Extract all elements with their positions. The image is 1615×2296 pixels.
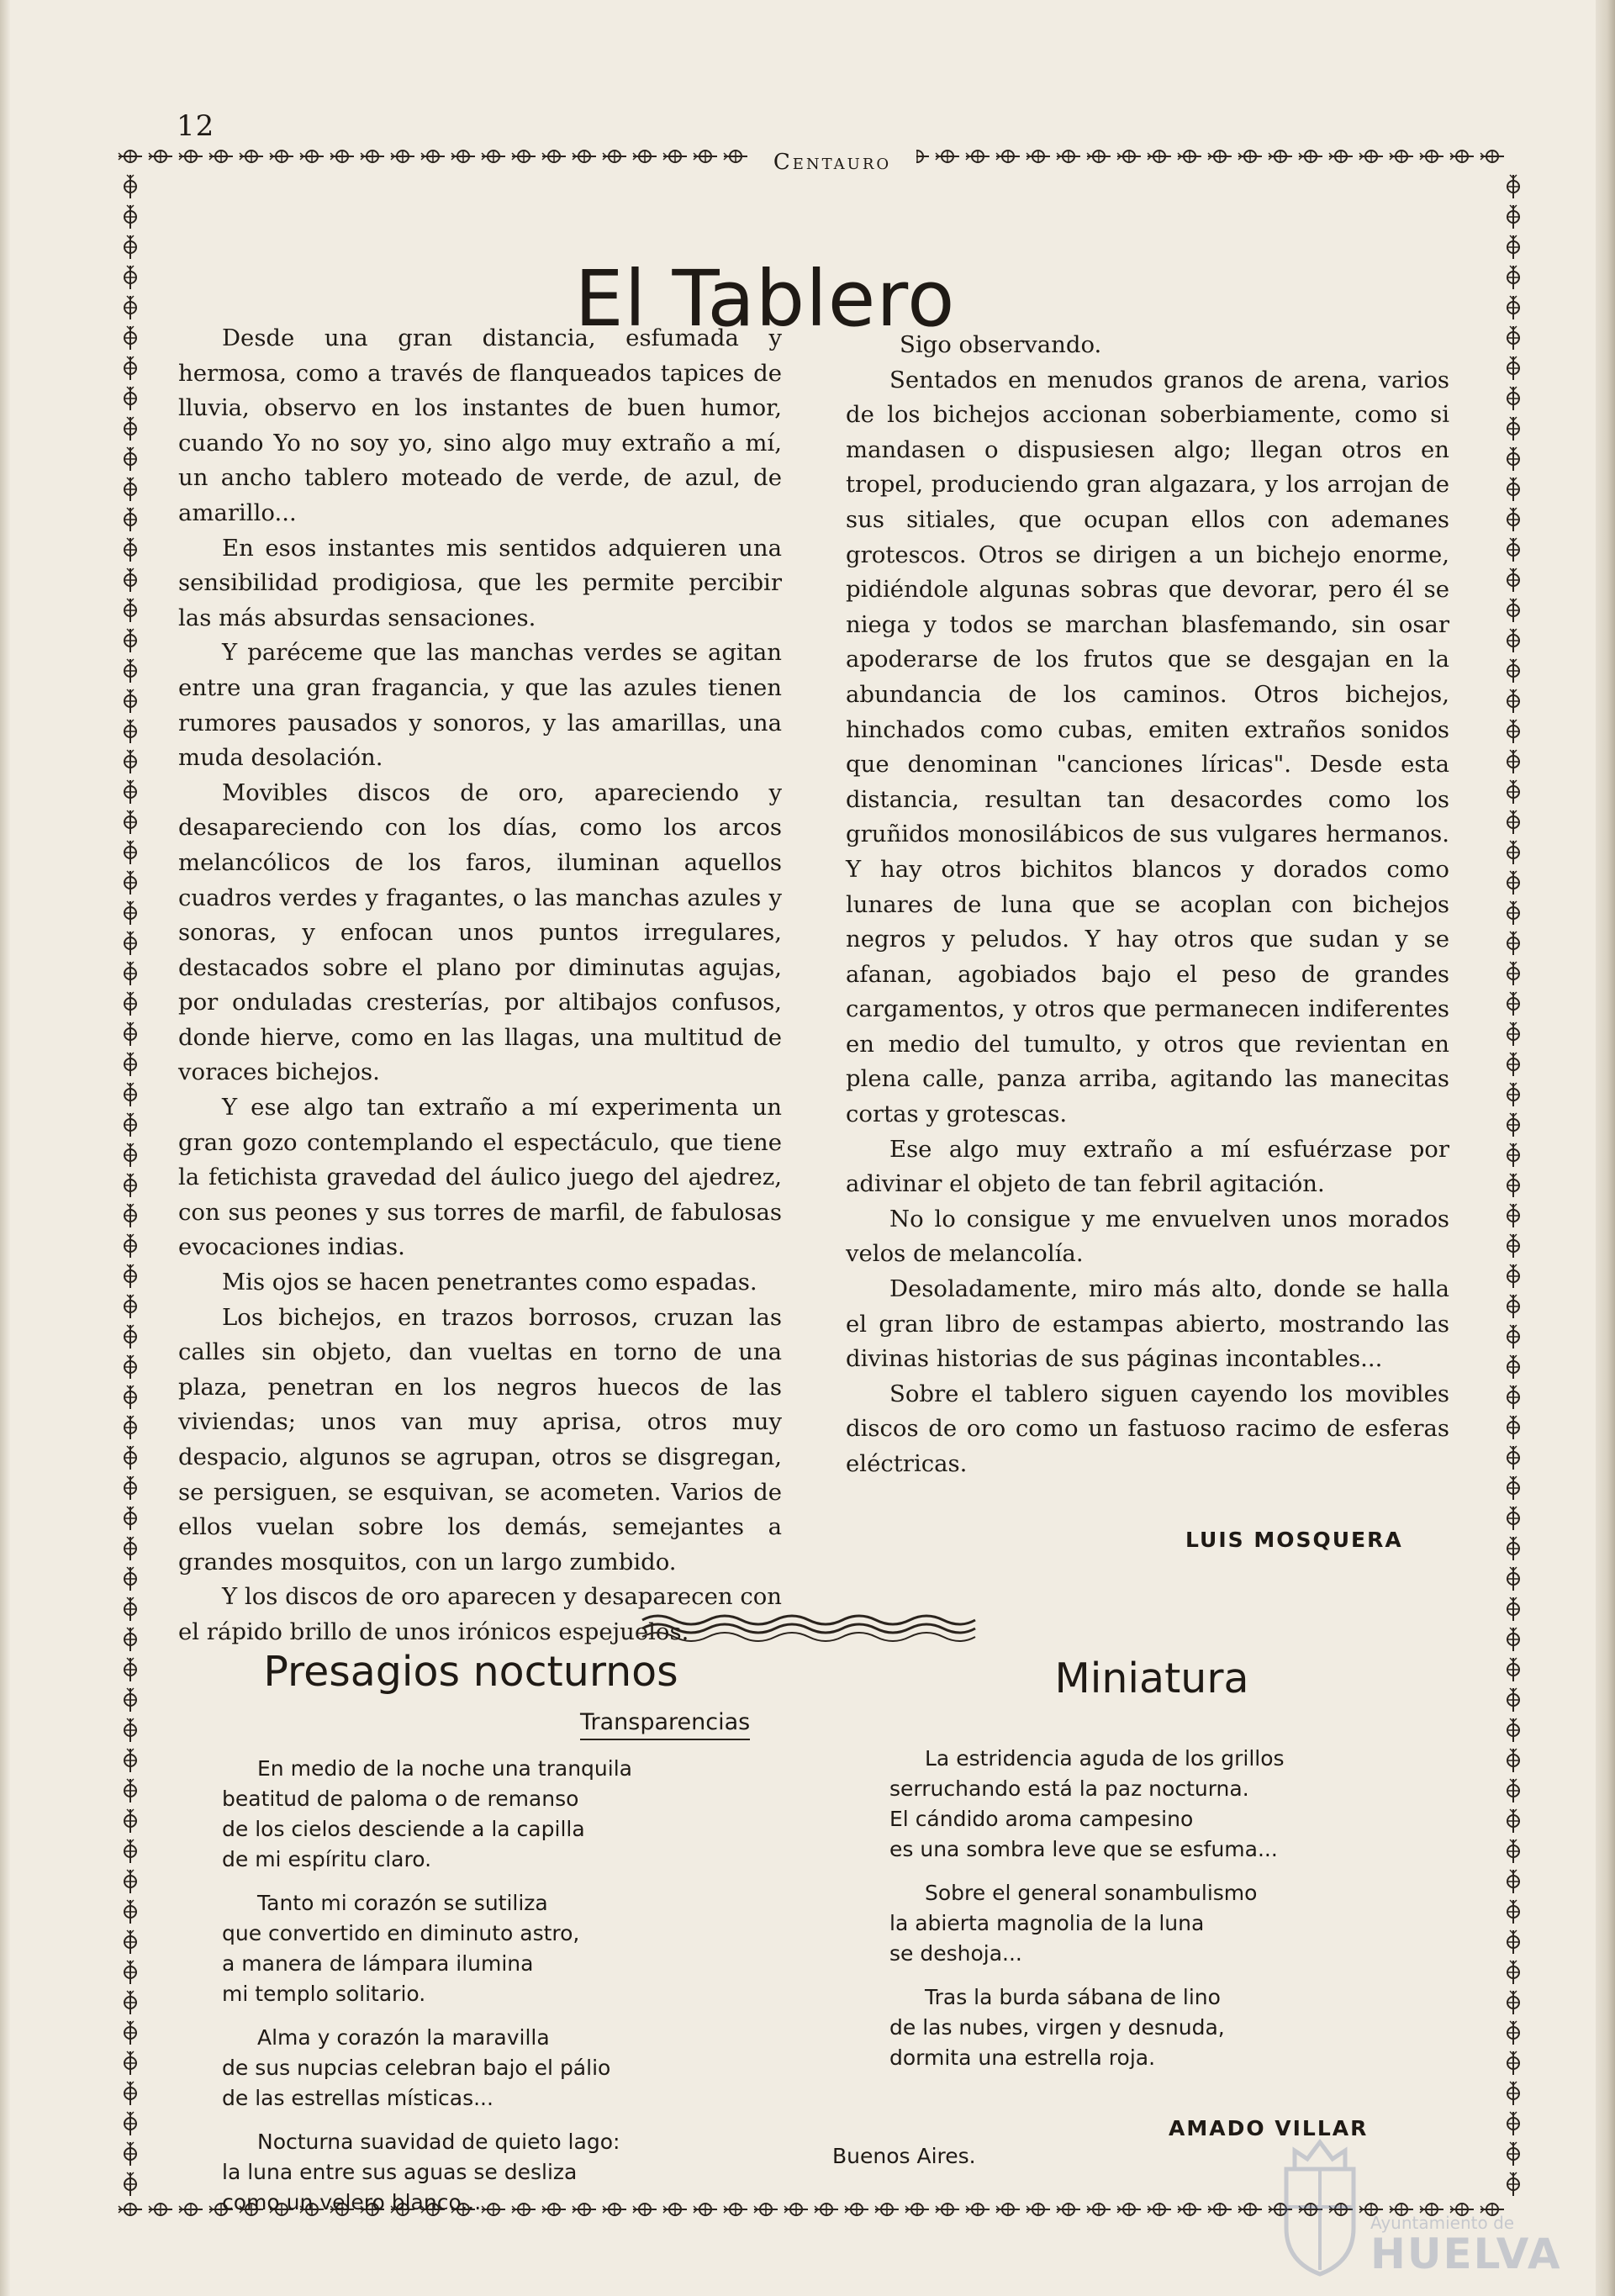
border-ornament: [1507, 1295, 1519, 1318]
border-ornament: [1507, 1839, 1519, 1863]
border-ornament: [361, 150, 384, 162]
border-ornament: [124, 599, 136, 622]
border-ornament: [1117, 2204, 1141, 2215]
border-ornament: [1507, 750, 1519, 773]
border-ornament: [1507, 447, 1519, 471]
border-ornament: [124, 2082, 136, 2105]
border-ornament: [124, 1386, 136, 1409]
border-ornament: [124, 447, 136, 471]
border-ornament: [724, 2204, 747, 2215]
border-ornament: [124, 1597, 136, 1621]
border-ornament: [179, 2204, 203, 2215]
border-ornament: [1299, 150, 1322, 162]
border-ornament: [124, 1174, 136, 1197]
border-ornament: [1507, 1930, 1519, 1954]
paragraph: Y ese algo tan extraño a mí experimenta un gran gozo contemplando el espectáculo, que tiene la fetichista gravedad del áulico juego del ajedrez, con sus peones y sus torres de marfil, de fabulosas evocaciones indias.: [178, 1094, 782, 1261]
border-ornament: [1507, 478, 1519, 501]
border-ornament: [1507, 1416, 1519, 1439]
border-ornament: [1329, 150, 1353, 162]
border-ornament: [124, 1416, 136, 1439]
border-ornament: [1507, 538, 1519, 562]
border-ornament: [724, 150, 747, 162]
border-ornament: [694, 150, 717, 162]
border-ornament: [124, 1507, 136, 1530]
border-ornament: [1507, 1325, 1519, 1349]
border-ornament: [1507, 1779, 1519, 1802]
border-ornament: [1507, 689, 1519, 713]
border-ornament: [1507, 1628, 1519, 1651]
border-ornament: [1269, 150, 1292, 162]
border-ornament: [1148, 2204, 1171, 2215]
border-ornament: [124, 1718, 136, 1742]
border-ornament: [124, 1658, 136, 1681]
verse-line: Nocturna suavidad de quieto lago:: [257, 2130, 620, 2154]
border-ornament: [1507, 1174, 1519, 1197]
verse-line: mi templo solitario.: [222, 1982, 426, 2006]
verse-line: de los cielos desciende a la capilla: [222, 1817, 585, 1841]
border-ornament: [1178, 2204, 1201, 2215]
border-ornament: [784, 2204, 808, 2215]
border-ornament: [124, 1749, 136, 1772]
stanza: [222, 1888, 632, 2009]
border-ornament: [124, 1446, 136, 1470]
verse-line: se deshoja...: [889, 1941, 1022, 1966]
article-right-column: [846, 328, 1449, 1482]
border-ornament: [124, 538, 136, 562]
border-ornament: [124, 1839, 136, 1863]
border-ornament: [1507, 1688, 1519, 1712]
border-ornament: [1507, 841, 1519, 864]
verse-line: a manera de lámpara ilumina: [222, 1951, 534, 1976]
border-ornament: [663, 2204, 687, 2215]
border-ornament: [124, 1325, 136, 1349]
border-ornament: [124, 1900, 136, 1924]
border-ornament: [149, 150, 172, 162]
border-ornament: [124, 1295, 136, 1318]
border-ornament: [1507, 1476, 1519, 1500]
border-ornament: [1507, 1991, 1519, 2014]
border-ornament: [124, 1355, 136, 1379]
border-ornament: [1507, 2051, 1519, 2075]
border-ornament: [124, 356, 136, 380]
poem-title-miniatura: Miniatura: [1054, 1655, 1249, 1702]
verse-line: Tras la burda sábana de lino: [925, 1985, 1221, 2009]
border-ornament: [1507, 1204, 1519, 1227]
border-ornament: [845, 2204, 868, 2215]
border-ornament: [124, 1234, 136, 1258]
border-ornament: [1507, 417, 1519, 441]
border-ornament: [1507, 1386, 1519, 1409]
coat-of-arms-icon: [1278, 2135, 1362, 2278]
border-ornament: [124, 1083, 136, 1106]
poem-subtitle: Transparencias: [580, 1709, 750, 1740]
verse-line: beatitud de paloma o de remanso: [222, 1787, 579, 1811]
border-ornament: [573, 150, 596, 162]
border-ornament: [124, 901, 136, 925]
border-ornament: [209, 150, 233, 162]
border-ornament: [1178, 150, 1201, 162]
border-ornament: [1507, 659, 1519, 683]
poem-presagios: [222, 1754, 632, 2231]
border-ornament: [124, 629, 136, 652]
border-ornament: [124, 2021, 136, 2045]
border-ornament: [124, 1264, 136, 1288]
paragraph: Desde una gran distancia, esfumada y hermosa, como a través de flanqueados tapices de lluvia, observo en los instantes de buen humor, cuando Yo no soy yo, sino algo muy extraño a mí, un ancho tablero moteado de verde, de azul, de amarillo...: [178, 325, 782, 526]
border-ornament: [124, 1870, 136, 1893]
border-ornament: [124, 175, 136, 198]
border-ornament: [1507, 568, 1519, 592]
paragraph: Sentados en menudos granos de arena, varios de los bichejos accionan soberbiamente, como si mandasen o dispusiesen algo; llegan otros en tropel, produciendo gran algazara, y los arrojan de sus sitiales, que ocupan ellos con ademanes grotescos. Otros se dirigen a un bichejo enorme, pidiéndole algunas sobras que devorar, pero él se niega y todos se marchan blasfemando, sin osar apoderarse de los frutos que se desgajan en la abundancia de los caminos. Otros bichejos, hinchados como cubas, emiten extraños sonidos que denominan "canciones líricas". Desde esta distancia, resultan tan desacordes como los gruñidos monosilábicos de sus vulgares hermanos. Y hay otros bichitos blancos y dorados como lunares de luna que se acoplan con bichejos negros y peludos. Y hay otros que sudan y se afanan, agobiados bajo el peso de grandes cargamentos, y otros que permanecen indiferentes en medio del tumulto, y otros que revientan en plena calle, panza arriba, agitando las manecitas cortas y grotescas.: [846, 366, 1449, 1128]
border-ornament: [1420, 150, 1443, 162]
border-ornament: [1390, 150, 1413, 162]
border-ornament: [1507, 1567, 1519, 1591]
border-ornament: [1507, 508, 1519, 531]
border-ornament: [603, 150, 626, 162]
stanza: [889, 1744, 1285, 1865]
border-ornament: [1208, 150, 1232, 162]
border-ornament: [1507, 780, 1519, 804]
border-ornament: [1507, 962, 1519, 985]
poem-place: Buenos Aires.: [832, 2144, 976, 2168]
border-ornament: [124, 750, 136, 773]
border-ornament: [1507, 1870, 1519, 1893]
poem-title-presagios: Presagios nocturnos: [263, 1648, 678, 1696]
border-ornament: [451, 150, 475, 162]
border-ornament: [754, 2204, 778, 2215]
border-ornament: [124, 1628, 136, 1651]
border-ornament: [1238, 2204, 1262, 2215]
watermark-line2: HUELVA: [1370, 2230, 1562, 2278]
border-ornament: [1507, 932, 1519, 955]
border-ornament: [1057, 2204, 1080, 2215]
border-ornament: [1507, 1446, 1519, 1470]
poem-author: AMADO VILLAR: [1169, 2116, 1369, 2140]
border-ornament: [1507, 1900, 1519, 1924]
border-ornament: [1507, 1022, 1519, 1046]
article-left-column: [178, 321, 782, 1650]
border-ornament: [124, 1930, 136, 1954]
verse-line: Tanto mi corazón se sutiliza: [257, 1891, 548, 1915]
border-ornament: [124, 568, 136, 592]
border-ornament: [124, 2051, 136, 2075]
border-ornament: [1507, 1597, 1519, 1621]
border-ornament: [124, 780, 136, 804]
border-ornament: [124, 266, 136, 289]
border-ornament: [124, 2112, 136, 2135]
border-ornament: [1507, 1809, 1519, 1833]
border-ornament: [1507, 1718, 1519, 1742]
border-ornament: [124, 1809, 136, 1833]
border-ornament: [1359, 150, 1383, 162]
border-ornament: [124, 659, 136, 683]
border-ornament: [124, 689, 136, 713]
border-ornament: [1507, 2082, 1519, 2105]
border-ornament: [1238, 150, 1262, 162]
border-ornament: [1450, 150, 1474, 162]
paragraph: Mis ojos se hacen penetrantes como espadas.: [222, 1269, 757, 1296]
border-ornament: [542, 150, 566, 162]
border-ornament: [119, 150, 142, 162]
border-ornament: [1057, 150, 1080, 162]
border-ornament: [124, 962, 136, 985]
verse-line: En medio de la noche una tranquila: [257, 1756, 632, 1781]
article-author: LUIS MOSQUERA: [1185, 1528, 1403, 1552]
border-ornament: [1507, 720, 1519, 743]
border-ornament: [936, 2204, 959, 2215]
border-ornament: [996, 150, 1020, 162]
border-ornament: [124, 235, 136, 259]
border-ornament: [1507, 1083, 1519, 1106]
stanza: [889, 1982, 1285, 2073]
border-ornament: [149, 2204, 172, 2215]
running-head: Centauro: [748, 150, 916, 180]
border-ornament: [1507, 266, 1519, 289]
border-ornament: [966, 2204, 990, 2215]
border-ornament: [1507, 1355, 1519, 1379]
paragraph: Y los discos de oro aparecen y desaparecen con el rápido brillo de unos irónicos espejuelos.: [178, 1583, 782, 1645]
border-ornament: [1507, 1537, 1519, 1560]
border-ornament: [124, 1476, 136, 1500]
border-ornament: [124, 871, 136, 895]
border-ornament: [124, 1113, 136, 1137]
border-ornament: [936, 150, 959, 162]
wave-divider: [641, 1610, 977, 1644]
verse-line: El cándido aroma campesino: [889, 1807, 1194, 1831]
border-ornament: [124, 478, 136, 501]
border-ornament: [1507, 901, 1519, 925]
border-ornament: [124, 387, 136, 410]
verse-line: de mi espíritu claro.: [222, 1847, 432, 1871]
border-ornament: [270, 150, 293, 162]
border-ornament: [1507, 175, 1519, 198]
border-ornament: [1208, 2204, 1232, 2215]
border-ornament: [1507, 296, 1519, 319]
verse-line: dormita una estrella roja.: [889, 2045, 1156, 2070]
border-ornament: [1027, 150, 1050, 162]
border-ornament: [124, 296, 136, 319]
border-ornament: [1087, 2204, 1111, 2215]
paragraph: En esos instantes mis sentidos adquieren una sensibilidad prodigiosa, que les permite percibir las más absurdas sensaciones.: [178, 534, 782, 631]
border-ornament: [124, 841, 136, 864]
border-ornament: [1507, 629, 1519, 652]
border-ornament: [1507, 992, 1519, 1016]
border-ornament: [966, 150, 990, 162]
border-ornament: [482, 150, 505, 162]
huelva-watermark: [1278, 2135, 1562, 2287]
paragraph: Ese algo muy extraño a mí esfuérzase por adivinar el objeto de tan febril agitación.: [846, 1135, 1449, 1198]
border-ornament: [124, 932, 136, 955]
border-ornament: [1507, 810, 1519, 834]
border-ornament: [1507, 599, 1519, 622]
border-ornament: [124, 720, 136, 743]
verse-line: que convertido en diminuto astro,: [222, 1921, 580, 1945]
verse-line: serruchando está la paz nocturna.: [889, 1776, 1249, 1801]
paragraph: Y paréceme que las manchas verdes se agitan entre una gran fragancia, y que las azules tienen rumores pausados y sonoros, y las amarillas, una muda desolación.: [178, 639, 782, 772]
verse-line: de las estrellas místicas...: [222, 2086, 493, 2110]
border-ornament: [124, 992, 136, 1016]
page-number: 12: [177, 109, 215, 143]
border-ornament: [124, 417, 136, 441]
border-ornament: [633, 2204, 657, 2215]
border-ornament: [119, 2204, 142, 2215]
border-ornament: [1507, 1234, 1519, 1258]
border-ornament: [124, 326, 136, 350]
stanza: [222, 2023, 632, 2114]
border-ornament: [179, 150, 203, 162]
border-ornament: [1507, 1749, 1519, 1772]
border-ornament: [124, 1022, 136, 1046]
border-ornament: [996, 2204, 1020, 2215]
border-ornament: [1480, 150, 1504, 162]
border-ornament: [124, 1143, 136, 1167]
border-ornament: [124, 1961, 136, 1984]
border-ornament: [1027, 2204, 1050, 2215]
watermark-line1: Ayuntamiento de: [1370, 2213, 1515, 2233]
border-ornament: [1507, 871, 1519, 895]
border-ornament: [124, 2172, 136, 2196]
stanza: [222, 2127, 632, 2218]
border-ornament: [1507, 1961, 1519, 1984]
border-ornament: [905, 2204, 929, 2215]
border-ornament: [1507, 1053, 1519, 1076]
paragraph: Desoladamente, miro más alto, donde se halla el gran libro de estampas abierto, mostrando las divinas historias de sus páginas incontables...: [846, 1275, 1449, 1373]
border-ornament: [124, 508, 136, 531]
border-ornament: [663, 150, 687, 162]
border-ornament: [1507, 1143, 1519, 1167]
border-ornament: [1507, 326, 1519, 350]
border-ornament: [124, 1537, 136, 1560]
verse-line: como un velero blanco...: [222, 2190, 482, 2214]
stanza: [222, 1754, 632, 1875]
border-ornament: [1117, 150, 1141, 162]
article-title: El Tablero: [574, 253, 956, 344]
border-ornament: [875, 2204, 899, 2215]
paragraph: Sigo observando.: [900, 331, 1102, 358]
border-ornament: [124, 810, 136, 834]
paragraph: No lo consigue y me envuelven unos morados velos de melancolía.: [846, 1205, 1449, 1268]
border-ornament: [124, 1567, 136, 1591]
border-ornament: [124, 1053, 136, 1076]
border-ornament: [512, 150, 536, 162]
border-ornament: [815, 2204, 838, 2215]
border-ornament: [1148, 150, 1171, 162]
verse-line: Alma y corazón la maravilla: [257, 2025, 550, 2050]
border-ornament: [1507, 1507, 1519, 1530]
verse-line: de las nubes, virgen y desnuda,: [889, 2015, 1225, 2040]
border-ornament: [1507, 1264, 1519, 1288]
border-ornament: [1507, 2021, 1519, 2045]
border-ornament: [1507, 205, 1519, 229]
border-ornament: [124, 205, 136, 229]
paragraph: Sobre el tablero siguen cayendo los movibles discos de oro como un fastuoso racimo de esferas eléctricas.: [846, 1380, 1449, 1477]
verse-line: de sus nupcias celebran bajo el pálio: [222, 2056, 611, 2080]
border-ornament: [124, 1779, 136, 1802]
verse-line: la luna entre sus aguas se desliza: [222, 2160, 578, 2184]
border-ornament: [391, 150, 414, 162]
border-ornament: [1507, 356, 1519, 380]
verse-line: Sobre el general sonambulismo: [925, 1881, 1258, 1905]
border-ornament: [124, 1204, 136, 1227]
border-ornament: [300, 150, 324, 162]
border-ornament: [330, 150, 354, 162]
verse-line: la abierta magnolia de la luna: [889, 1911, 1205, 1935]
border-ornament: [240, 150, 263, 162]
border-ornament: [124, 1688, 136, 1712]
border-ornament: [124, 1991, 136, 2014]
border-ornament: [1507, 2112, 1519, 2135]
border-ornament: [421, 150, 445, 162]
border-ornament: [633, 150, 657, 162]
verse-line: La estridencia aguda de los grillos: [925, 1746, 1285, 1771]
border-ornament: [1507, 235, 1519, 259]
border-ornament: [694, 2204, 717, 2215]
paragraph: Los bichejos, en trazos borrosos, cruzan las calles sin objeto, dan vueltas en torno de una plaza, penetran en los negros huecos de las viviendas; unos van muy aprisa, otros muy despacio, algunos se agrupan, otros se disgregan, se persiguen, se esquivan, se acometen. Varios de ellos vuelan sobre los demás, semejantes a grandes mosquitos, con un largo zumbido.: [178, 1303, 782, 1576]
border-ornament: [1507, 1658, 1519, 1681]
poem-miniatura: [889, 1744, 1285, 2087]
border-ornament: [124, 2142, 136, 2166]
paragraph: Movibles discos de oro, apareciendo y desapareciendo con los días, como los arcos melancólicos de los faros, iluminan aquellos cuadros verdes y fragantes, o las manchas azules y sonoras, y enfocan unos puntos irregulares, destacados sobre el plano por diminutas agujas, por onduladas cresterías, por altibajos confusos, donde hierve, como en las llagas, una multitud de voraces bichejos.: [178, 779, 782, 1086]
border-ornament: [1507, 387, 1519, 410]
border-ornament: [1507, 1113, 1519, 1137]
border-ornament: [1087, 150, 1111, 162]
verse-line: es una sombra leve que se esfuma...: [889, 1837, 1278, 1861]
stanza: [889, 1878, 1285, 1969]
